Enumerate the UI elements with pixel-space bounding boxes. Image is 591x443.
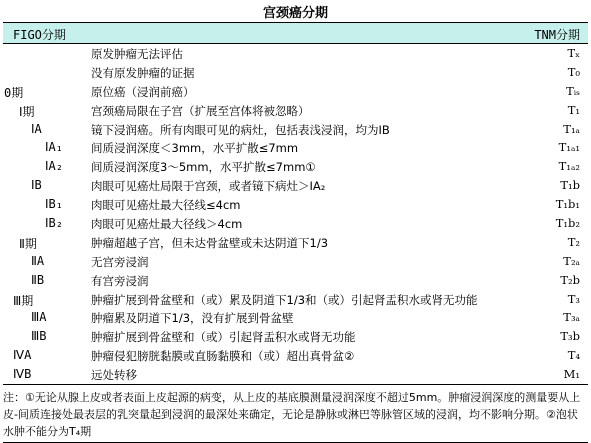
figo-cell: 0期	[4, 85, 24, 100]
tnm-cell: Tₓ	[567, 46, 580, 60]
figo-cell: ⅠB₁	[45, 197, 63, 212]
figo-cell: ⅠA₁	[45, 140, 63, 155]
description-cell: 肿瘤超越子宫，但未达骨盆壁或未达阴道下1/3	[91, 235, 329, 250]
footnote: 注：①无论从腺上皮或者表面上皮起源的病变，从上皮的基底膜测量浸润深度不超过5mm。肿瘤浸润深度的测量要从上皮-间质连接处最表层的乳突量起到浸润的最深处来确定，无论是静脉或淋巴等脉管区域的浸润，均不影响分期。②泡状水肿不能分为T₄期	[3, 389, 588, 443]
header-tnm: TNM分期	[534, 28, 580, 42]
tnm-cell: T₁ₐ	[563, 121, 580, 136]
table-row	[3, 63, 588, 82]
staging-table	[3, 22, 588, 385]
table-row	[3, 157, 588, 176]
table-row	[3, 365, 588, 385]
figo-cell: Ⅲ期	[13, 293, 34, 308]
figo-cell: Ⅰ期	[19, 104, 35, 119]
table-row	[3, 233, 588, 252]
description-cell: 原位癌（浸润前癌）	[91, 84, 195, 99]
tnm-cell: T₃	[567, 291, 580, 306]
figo-cell: ⅢB	[31, 329, 47, 344]
description-cell: 有宫旁浸润	[91, 273, 149, 288]
table-row	[3, 308, 588, 327]
figo-cell: ⅠA₂	[45, 159, 63, 174]
table-row	[3, 44, 588, 63]
table-row	[3, 195, 588, 214]
figo-cell: Ⅱ期	[19, 236, 37, 251]
description-cell: 肿瘤扩展到骨盆壁和（或）引起肾盂积水或肾无功能	[91, 330, 356, 345]
description-cell: 肿瘤扩展到骨盆壁和（或）累及阴道下1/3和（或）引起肾盂积水或肾无功能	[91, 292, 478, 307]
table-row	[3, 120, 588, 139]
tnm-cell: T₁	[567, 102, 580, 117]
description-cell: 肉眼可见癌灶最大径线≤4cm	[91, 198, 241, 213]
figo-cell: ⅣB	[13, 367, 32, 382]
tnm-cell: T₀	[567, 64, 580, 79]
figo-cell: ⅡB	[31, 272, 45, 287]
tnm-cell: T₁ₐ₂	[558, 159, 580, 174]
header-figo: FIGO分期	[13, 28, 66, 42]
description-cell: 肉眼可见癌灶局限于宫颈，或者镜下病灶＞ⅠA₂	[91, 179, 326, 194]
tnm-cell: T₂b	[560, 272, 580, 287]
description-cell: 无宫旁浸润	[91, 254, 149, 269]
page-title: 宫颈癌分期	[262, 6, 328, 21]
tnm-cell: T₃b	[560, 329, 580, 344]
table-row	[3, 176, 588, 195]
description-cell: 肿瘤侵犯膀胱黏膜或直肠黏膜和（或）超出真骨盆②	[91, 349, 355, 364]
tnm-cell: T₁ₐ₁	[558, 140, 580, 155]
description-cell: 原发肿瘤无法评估	[91, 47, 183, 61]
description-cell: 肉眼可见癌灶最大径线＞4cm	[91, 217, 243, 232]
tnm-cell: T₁b₂	[555, 216, 580, 231]
table-row	[3, 327, 588, 346]
table-row	[3, 82, 588, 101]
table-header	[3, 23, 588, 44]
tnm-cell: M₁	[563, 367, 580, 382]
description-cell: 间质浸润深度3～5mm，水平扩散≤7mm①	[91, 160, 316, 175]
description-cell: 没有原发肿瘤的证据	[91, 65, 195, 80]
tnm-cell: Tᵢₛ	[566, 83, 580, 98]
tnm-cell: T₁b₁	[555, 197, 580, 212]
description-cell: 镜下浸润癌。所有肉眼可见的病灶，包括表浅浸润，均为ⅠB	[91, 122, 390, 137]
table-row	[3, 101, 588, 120]
tnm-cell: T₄	[567, 348, 580, 363]
description-cell: 间质浸润深度＜3mm，水平扩散≤7mm	[91, 141, 299, 156]
table-row	[3, 290, 588, 309]
tnm-cell: T₂ₐ	[563, 253, 580, 268]
table-row	[3, 214, 588, 233]
description-cell: 肿瘤累及阴道下1/3，没有扩展到骨盆壁	[91, 311, 294, 326]
figo-cell: ⅣA	[13, 348, 32, 363]
figo-cell: ⅠA	[31, 121, 42, 136]
figo-cell: ⅢA	[31, 310, 47, 325]
table-row	[3, 138, 588, 157]
table-row	[3, 252, 588, 271]
table-row	[3, 346, 588, 365]
figo-cell: ⅠB₂	[45, 216, 63, 231]
description-cell: 远处转移	[91, 368, 137, 383]
figo-cell: ⅠB	[31, 178, 42, 193]
tnm-cell: T₁b	[560, 178, 580, 193]
tnm-cell: T₃ₐ	[563, 310, 580, 325]
description-cell: 宫颈癌局限在子宫（扩展至宫体将被忽略）	[91, 103, 310, 118]
table-row	[3, 271, 588, 290]
tnm-cell: T₂	[567, 234, 580, 249]
figo-cell: ⅡA	[31, 253, 45, 268]
